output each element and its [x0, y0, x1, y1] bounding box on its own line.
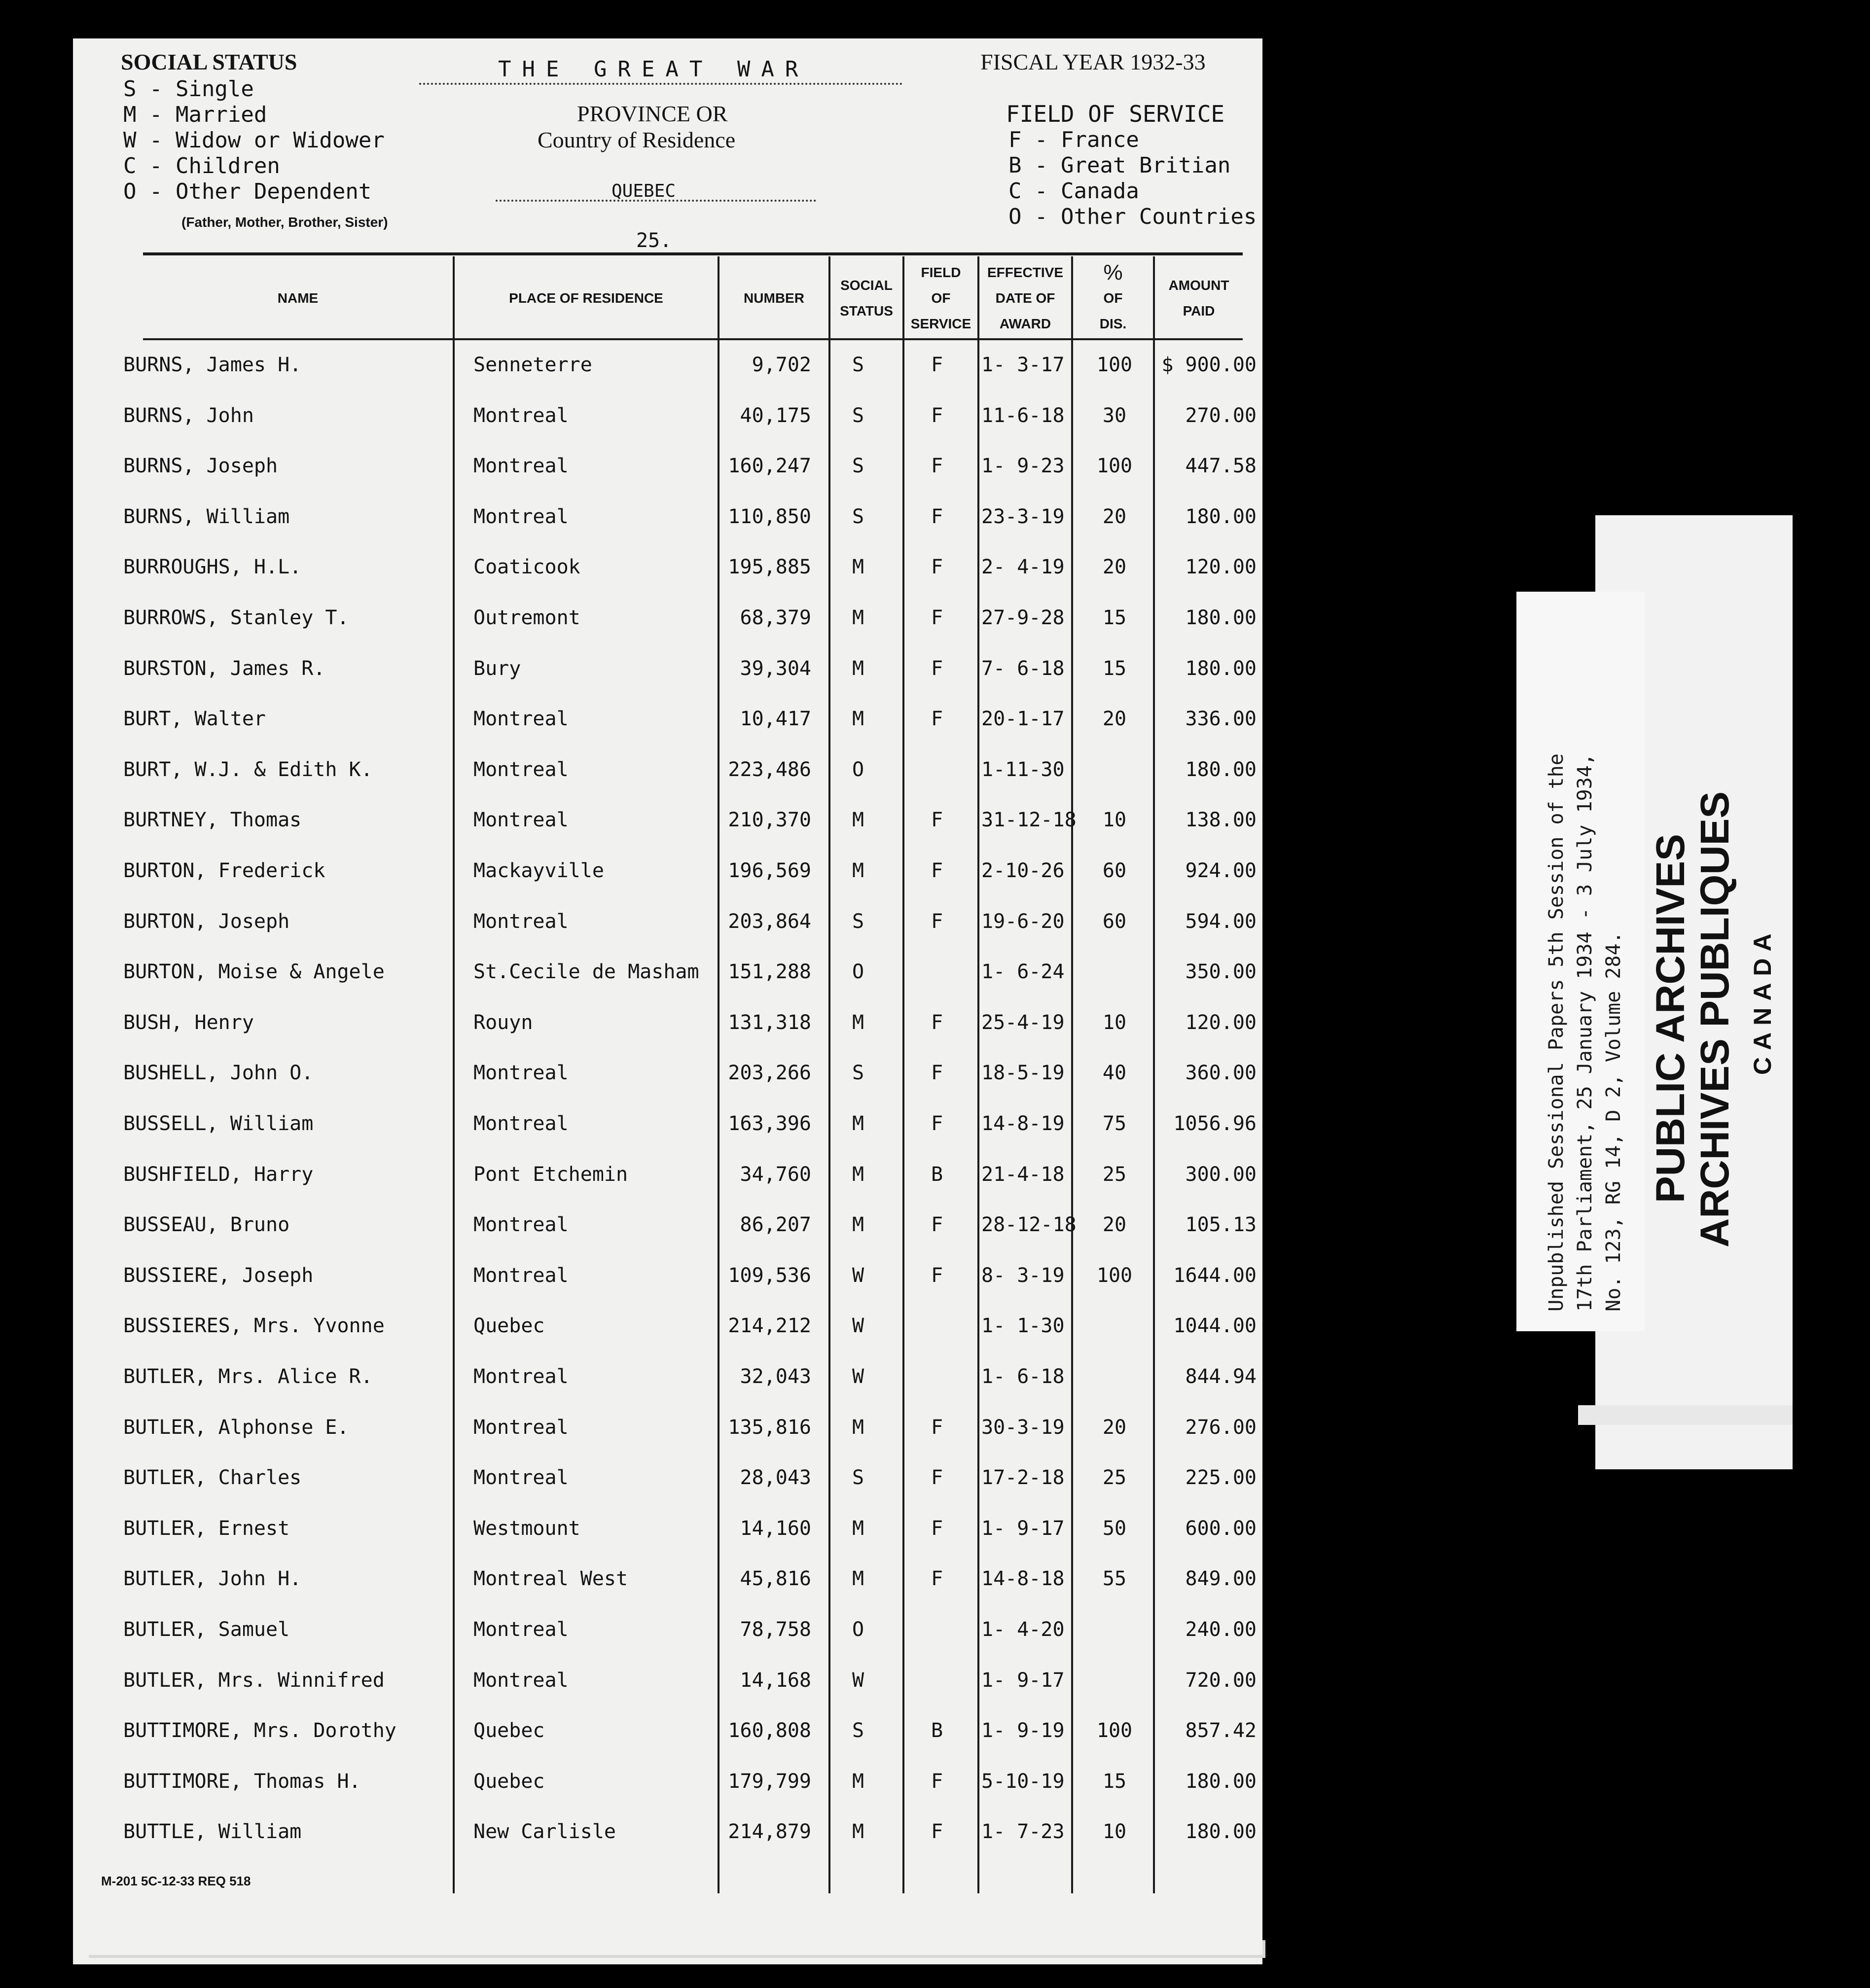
row-field-of-service: F [931, 809, 943, 831]
row-residence: New Carlisle [473, 1820, 616, 1843]
row-effective-date: 31-12-18 [981, 809, 1077, 831]
row-social-status: O [852, 758, 864, 781]
archive-label-strip [1578, 1405, 1793, 1425]
row-name: BUSHFIELD, Harry [123, 1163, 314, 1186]
row-number: 151,288 [728, 960, 811, 983]
row-amount-paid: 180.00 [1185, 657, 1257, 680]
row-amount-paid: 924.00 [1185, 859, 1257, 882]
row-name: BUTLER, Samuel [123, 1618, 290, 1641]
field-of-service-code: C - Canada [1008, 178, 1139, 204]
row-residence: Quebec [473, 1770, 545, 1793]
social-status-title: SOCIAL STATUS [121, 49, 297, 74]
table-row [0, 441, 1870, 491]
row-residence: Montreal [473, 1669, 569, 1692]
row-residence: Mackayville [473, 859, 604, 882]
row-percent-dis [1075, 745, 1154, 794]
row-effective-date: 20-1-17 [981, 708, 1065, 730]
table-row [0, 1807, 1870, 1856]
row-social-status: W [852, 1669, 864, 1692]
form-footer-code: M-201 5C-12-33 REQ 518 [101, 1874, 251, 1888]
row-percent-dis: 20 [1102, 505, 1127, 528]
row-percent-dis: 75 [1102, 1112, 1127, 1135]
row-amount-paid: 336.00 [1185, 708, 1257, 730]
row-residence: Montreal [473, 404, 569, 427]
row-social-status: S [852, 1062, 864, 1084]
row-residence: Quebec [473, 1314, 545, 1337]
row-amount-paid: 1644.00 [1173, 1264, 1257, 1287]
field-of-service-code: O - Other Countries [1008, 204, 1257, 229]
war-title: THE GREAT WAR [498, 57, 809, 82]
social-status-note: (Father, Mother, Brother, Sister) [181, 214, 388, 230]
social-status-code: M - Married [123, 102, 267, 127]
row-residence: Montreal [473, 455, 569, 477]
row-amount-paid: 360.00 [1185, 1062, 1257, 1084]
sheet-shadow-edge [89, 1940, 1265, 1958]
row-social-status: M [852, 1517, 864, 1540]
row-name: BURROUGHS, H.L. [123, 556, 302, 578]
row-residence: Montreal [473, 1112, 569, 1135]
field-of-service-code: B - Great Britian [1008, 153, 1231, 178]
row-social-status: M [852, 1770, 864, 1793]
row-amount-paid: 594.00 [1185, 910, 1257, 933]
row-social-status: M [852, 1213, 864, 1236]
row-social-status: M [852, 1820, 864, 1843]
row-residence: Montreal [473, 1062, 569, 1084]
row-percent-dis: 25 [1102, 1163, 1127, 1186]
row-social-status: M [852, 556, 864, 578]
row-percent-dis [1075, 947, 1154, 996]
row-percent-dis [1075, 1656, 1154, 1705]
row-social-status: M [852, 606, 864, 629]
row-percent-dis: 25 [1102, 1466, 1127, 1489]
column-header-name: NAME [277, 290, 319, 306]
row-amount-paid: 600.00 [1185, 1517, 1257, 1540]
row-amount-paid: 300.00 [1185, 1163, 1257, 1186]
row-social-status: M [852, 1112, 864, 1135]
row-field-of-service: F [931, 1213, 943, 1236]
row-number: 68,379 [740, 606, 811, 629]
row-name: BURTON, Joseph [123, 910, 290, 933]
row-number: 196,569 [728, 859, 811, 882]
row-field-of-service: F [931, 657, 943, 680]
row-social-status: M [852, 859, 864, 882]
table-row [0, 542, 1870, 592]
row-residence: Montreal [473, 1416, 569, 1439]
table-row [0, 1656, 1870, 1705]
row-name: BUTLER, Mrs. Alice R. [123, 1365, 373, 1388]
row-amount-paid: 849.00 [1185, 1567, 1257, 1590]
column-header-effective-date: EFFECTIVE DATE OF AWARD [987, 265, 1063, 331]
row-residence: Montreal [473, 505, 569, 528]
row-name: BURTNEY, Thomas [123, 809, 302, 831]
row-name: BUTLER, Mrs. Winnifred [123, 1669, 385, 1692]
row-effective-date: 1- 3-17 [981, 354, 1065, 376]
table-row [0, 1706, 1870, 1755]
row-effective-date: 1- 6-24 [981, 960, 1065, 983]
row-percent-dis: 20 [1102, 708, 1127, 730]
row-residence: Montreal [473, 758, 569, 781]
row-number: 28,043 [740, 1466, 811, 1489]
row-field-of-service: F [931, 455, 943, 477]
row-field-of-service [912, 1605, 962, 1654]
row-percent-dis: 30 [1102, 404, 1127, 427]
row-name: BUSSELL, William [123, 1112, 314, 1135]
row-percent-dis: 10 [1102, 809, 1127, 831]
table-top-rule [143, 252, 1243, 255]
row-residence: Montreal [473, 1618, 569, 1641]
table-row [0, 1554, 1870, 1603]
archive-source-line: 17th Parliament, 25 January 1934 - 3 July 1934, [1574, 753, 1596, 1312]
row-effective-date: 28-12-18 [981, 1213, 1077, 1236]
row-amount-paid: 276.00 [1185, 1416, 1257, 1439]
row-field-of-service: F [931, 1416, 943, 1439]
row-social-status: W [852, 1365, 864, 1388]
row-name: BURNS, John [123, 404, 254, 427]
row-social-status: S [852, 404, 864, 427]
archive-title-french: ARCHIVES PUBLIQUES [1692, 791, 1737, 1247]
row-name: BURTON, Frederick [123, 859, 325, 882]
row-field-of-service: F [931, 859, 943, 882]
row-field-of-service: F [931, 606, 943, 629]
row-field-of-service: F [931, 1062, 943, 1084]
social-status-code: S - Single [123, 76, 254, 102]
table-row [0, 1757, 1870, 1806]
row-residence: Westmount [473, 1517, 580, 1540]
row-effective-date: 1- 9-23 [981, 455, 1065, 477]
row-social-status: M [852, 809, 864, 831]
row-percent-dis: 60 [1102, 859, 1127, 882]
row-percent-dis [1075, 1605, 1154, 1654]
row-effective-date: 8- 3-19 [981, 1264, 1065, 1287]
row-number: 109,536 [728, 1264, 811, 1287]
row-effective-date: 1- 9-19 [981, 1719, 1065, 1742]
row-amount-paid: 1056.96 [1173, 1112, 1257, 1135]
archive-title-english: PUBLIC ARCHIVES [1648, 834, 1693, 1203]
column-header-amount-paid: AMOUNT PAID [1168, 278, 1229, 319]
row-field-of-service: F [931, 1264, 943, 1287]
row-number: 14,160 [740, 1517, 811, 1540]
row-social-status: M [852, 1011, 864, 1034]
row-effective-date: 27-9-28 [981, 606, 1065, 629]
row-amount-paid: 180.00 [1185, 758, 1257, 781]
row-number: 32,043 [740, 1365, 811, 1388]
column-header-residence: PLACE OF RESIDENCE [509, 290, 663, 306]
row-field-of-service: F [931, 910, 943, 933]
row-number: 78,758 [740, 1618, 811, 1641]
row-number: 110,850 [728, 505, 811, 528]
row-percent-dis: 20 [1102, 1213, 1127, 1236]
social-status-code: O - Other Dependent [123, 179, 372, 204]
row-percent-dis [1075, 1301, 1154, 1350]
row-amount-paid: 857.42 [1185, 1719, 1257, 1742]
row-number: 179,799 [728, 1770, 811, 1793]
social-status-code: C - Children [123, 153, 280, 178]
table-row [0, 340, 1870, 390]
row-percent-dis [1075, 1352, 1154, 1401]
row-name: BUTLER, John H. [123, 1567, 302, 1590]
field-of-service-code: F - France [1008, 127, 1139, 152]
row-amount-paid: 120.00 [1185, 556, 1257, 578]
row-residence: Montreal [473, 1365, 569, 1388]
row-amount-paid: $ 900.00 [1161, 354, 1257, 376]
row-number: 214,212 [728, 1314, 811, 1337]
row-amount-paid: 350.00 [1185, 960, 1257, 983]
row-residence: Montreal [473, 1264, 569, 1287]
row-effective-date: 2- 4-19 [981, 556, 1065, 578]
row-number: 135,816 [728, 1416, 811, 1439]
row-percent-dis: 10 [1102, 1820, 1127, 1843]
row-number: 40,175 [740, 404, 811, 427]
row-effective-date: 1- 9-17 [981, 1517, 1065, 1540]
row-residence: Quebec [473, 1719, 545, 1742]
row-effective-date: 14-8-18 [981, 1567, 1065, 1590]
column-header-number: NUMBER [744, 290, 804, 306]
fiscal-year: FISCAL YEAR 1932-33 [980, 49, 1206, 74]
page-number: 25. [636, 229, 672, 252]
row-effective-date: 25-4-19 [981, 1011, 1065, 1034]
row-social-status: M [852, 1567, 864, 1590]
table-row [0, 1605, 1870, 1654]
country-label: Country of Residence [538, 127, 736, 152]
row-field-of-service [912, 1656, 962, 1705]
row-number: 160,247 [728, 455, 811, 477]
row-effective-date: 1- 4-20 [981, 1618, 1065, 1641]
row-field-of-service [912, 1352, 962, 1401]
row-name: BUSSEAU, Bruno [123, 1213, 290, 1236]
row-name: BUTTIMORE, Thomas H. [123, 1770, 361, 1793]
row-residence: Montreal [473, 708, 569, 730]
row-percent-dis: 20 [1102, 556, 1127, 578]
row-number: 9,702 [752, 354, 811, 376]
table-row [0, 1504, 1870, 1553]
row-name: BUSSIERES, Mrs. Yvonne [123, 1314, 385, 1337]
row-effective-date: 21-4-18 [981, 1163, 1065, 1186]
row-amount-paid: 180.00 [1185, 1820, 1257, 1843]
row-field-of-service: F [931, 1112, 943, 1135]
row-residence: St.Cecile de Masham [473, 960, 699, 983]
row-number: 39,304 [740, 657, 811, 680]
row-social-status: S [852, 1466, 864, 1489]
row-residence: Montreal [473, 1213, 569, 1236]
row-field-of-service [912, 947, 962, 996]
row-field-of-service [912, 1301, 962, 1350]
row-effective-date: 1- 1-30 [981, 1314, 1065, 1337]
row-number: 131,318 [728, 1011, 811, 1034]
row-field-of-service: F [931, 1517, 943, 1540]
row-percent-dis: 15 [1102, 657, 1127, 680]
row-number: 10,417 [740, 708, 811, 730]
archive-source-line: Unpublished Sessional Papers 5th Session of the [1545, 753, 1568, 1312]
row-name: BURROWS, Stanley T. [123, 606, 349, 629]
field-of-service-title: FIELD OF SERVICE [1006, 101, 1225, 127]
row-field-of-service [912, 745, 962, 794]
row-social-status: S [852, 1719, 864, 1742]
row-number: 203,266 [728, 1062, 811, 1084]
row-residence: Montreal [473, 910, 569, 933]
row-name: BUTTIMORE, Mrs. Dorothy [123, 1719, 396, 1742]
row-social-status: M [852, 708, 864, 730]
row-residence: Rouyn [473, 1011, 533, 1034]
row-field-of-service: B [931, 1163, 943, 1186]
row-social-status: S [852, 505, 864, 528]
row-percent-dis: 100 [1096, 1719, 1133, 1742]
row-residence: Senneterre [473, 354, 592, 376]
column-header-field-of-service: FIELD OF SERVICE [910, 265, 971, 331]
row-effective-date: 1-11-30 [981, 758, 1065, 781]
province-value: QUEBEC [611, 181, 676, 201]
row-residence: Montreal [473, 1466, 569, 1489]
row-field-of-service: F [931, 1466, 943, 1489]
row-percent-dis: 60 [1102, 910, 1127, 933]
row-number: 34,760 [740, 1163, 811, 1186]
row-name: BURTON, Moise & Angele [123, 960, 385, 983]
row-amount-paid: 105.13 [1185, 1213, 1257, 1236]
row-effective-date: 19-6-20 [981, 910, 1065, 933]
row-residence: Montreal West [473, 1567, 628, 1590]
row-number: 223,486 [728, 758, 811, 781]
row-percent-dis: 40 [1102, 1062, 1127, 1084]
row-field-of-service: F [931, 1011, 943, 1034]
row-amount-paid: 180.00 [1185, 606, 1257, 629]
row-residence: Pont Etchemin [473, 1163, 628, 1186]
row-amount-paid: 120.00 [1185, 1011, 1257, 1034]
row-field-of-service: F [931, 505, 943, 528]
row-name: BURSTON, James R. [123, 657, 325, 680]
row-name: BURNS, Joseph [123, 455, 278, 477]
row-residence: Outremont [473, 606, 580, 629]
row-name: BUSHELL, John O. [123, 1062, 314, 1084]
row-number: 160,808 [728, 1719, 811, 1742]
row-social-status: M [852, 1163, 864, 1186]
row-name: BURNS, William [123, 505, 290, 528]
row-field-of-service: F [931, 1567, 943, 1590]
row-percent-dis: 15 [1102, 606, 1127, 629]
row-name: BUTTLE, William [123, 1820, 302, 1843]
table-row [0, 492, 1870, 541]
row-effective-date: 30-3-19 [981, 1416, 1065, 1439]
row-field-of-service: F [931, 1770, 943, 1793]
row-amount-paid: 180.00 [1185, 505, 1257, 528]
row-field-of-service: B [931, 1719, 943, 1742]
row-name: BURNS, James H. [123, 354, 302, 376]
row-name: BURT, W.J. & Edith K. [123, 758, 373, 781]
title-dotted-line [419, 83, 902, 85]
table-row [0, 391, 1870, 440]
row-social-status: M [852, 1416, 864, 1439]
row-effective-date: 1- 7-23 [981, 1820, 1065, 1843]
row-percent-dis: 55 [1102, 1567, 1127, 1590]
row-percent-dis: 20 [1102, 1416, 1127, 1439]
social-status-code: W - Widow or Widower [123, 128, 385, 153]
row-number: 45,816 [740, 1567, 811, 1590]
row-effective-date: 11-6-18 [981, 404, 1065, 427]
row-social-status: S [852, 455, 864, 477]
table-row [0, 1352, 1870, 1401]
row-percent-dis: 10 [1102, 1011, 1127, 1034]
row-social-status: M [852, 657, 864, 680]
province-label: PROVINCE OR [577, 101, 728, 126]
row-social-status: S [852, 910, 864, 933]
row-field-of-service: F [931, 1820, 943, 1843]
column-header-percent-dis: % OF DIS. [1099, 260, 1127, 331]
row-number: 14,168 [740, 1669, 811, 1692]
row-social-status: W [852, 1264, 864, 1287]
row-amount-paid: 270.00 [1185, 404, 1257, 427]
row-field-of-service: F [931, 354, 943, 376]
row-number: 214,879 [728, 1820, 811, 1843]
row-number: 195,885 [728, 556, 811, 578]
row-name: BUSSIERE, Joseph [123, 1264, 314, 1287]
row-field-of-service: F [931, 404, 943, 427]
row-name: BUSH, Henry [123, 1011, 254, 1034]
row-number: 163,396 [728, 1112, 811, 1135]
row-social-status: O [852, 1618, 864, 1641]
row-amount-paid: 1044.00 [1173, 1314, 1257, 1337]
row-effective-date: 14-8-19 [981, 1112, 1065, 1135]
row-effective-date: 1- 9-17 [981, 1669, 1065, 1692]
row-residence: Coaticook [473, 556, 580, 578]
row-effective-date: 7- 6-18 [981, 657, 1065, 680]
row-effective-date: 17-2-18 [981, 1466, 1065, 1489]
row-field-of-service: F [931, 556, 943, 578]
row-percent-dis: 100 [1096, 354, 1133, 376]
row-residence: Montreal [473, 809, 569, 831]
row-effective-date: 23-3-19 [981, 505, 1065, 528]
row-residence: Bury [473, 657, 521, 680]
row-amount-paid: 844.94 [1185, 1365, 1257, 1388]
row-amount-paid: 225.00 [1185, 1466, 1257, 1489]
row-amount-paid: 720.00 [1185, 1669, 1257, 1692]
row-field-of-service: F [931, 708, 943, 730]
row-amount-paid: 180.00 [1185, 1770, 1257, 1793]
row-amount-paid: 447.58 [1185, 455, 1257, 477]
column-header-social-status: SOCIAL STATUS [840, 278, 893, 319]
row-percent-dis: 100 [1096, 1264, 1133, 1287]
row-amount-paid: 138.00 [1185, 809, 1257, 831]
row-effective-date: 5-10-19 [981, 1770, 1065, 1793]
row-number: 203,864 [728, 910, 811, 933]
archive-country: CANADA [1749, 926, 1776, 1075]
row-effective-date: 1- 6-18 [981, 1365, 1065, 1388]
row-social-status: W [852, 1314, 864, 1337]
row-number: 86,207 [740, 1213, 811, 1236]
row-number: 210,370 [728, 809, 811, 831]
row-effective-date: 18-5-19 [981, 1062, 1065, 1084]
row-name: BURT, Walter [123, 708, 266, 730]
row-social-status: O [852, 960, 864, 983]
row-social-status: S [852, 354, 864, 376]
table-row [0, 1453, 1870, 1502]
row-percent-dis: 15 [1102, 1770, 1127, 1793]
row-percent-dis: 100 [1096, 455, 1133, 477]
row-percent-dis: 50 [1102, 1517, 1127, 1540]
row-name: BUTLER, Ernest [123, 1517, 290, 1540]
row-name: BUTLER, Alphonse E. [123, 1416, 349, 1439]
row-effective-date: 2-10-26 [981, 859, 1065, 882]
row-name: BUTLER, Charles [123, 1466, 302, 1489]
row-amount-paid: 240.00 [1185, 1618, 1257, 1641]
archive-source-line: No. 123, RG 14, D 2, Volume 284. [1602, 931, 1625, 1312]
